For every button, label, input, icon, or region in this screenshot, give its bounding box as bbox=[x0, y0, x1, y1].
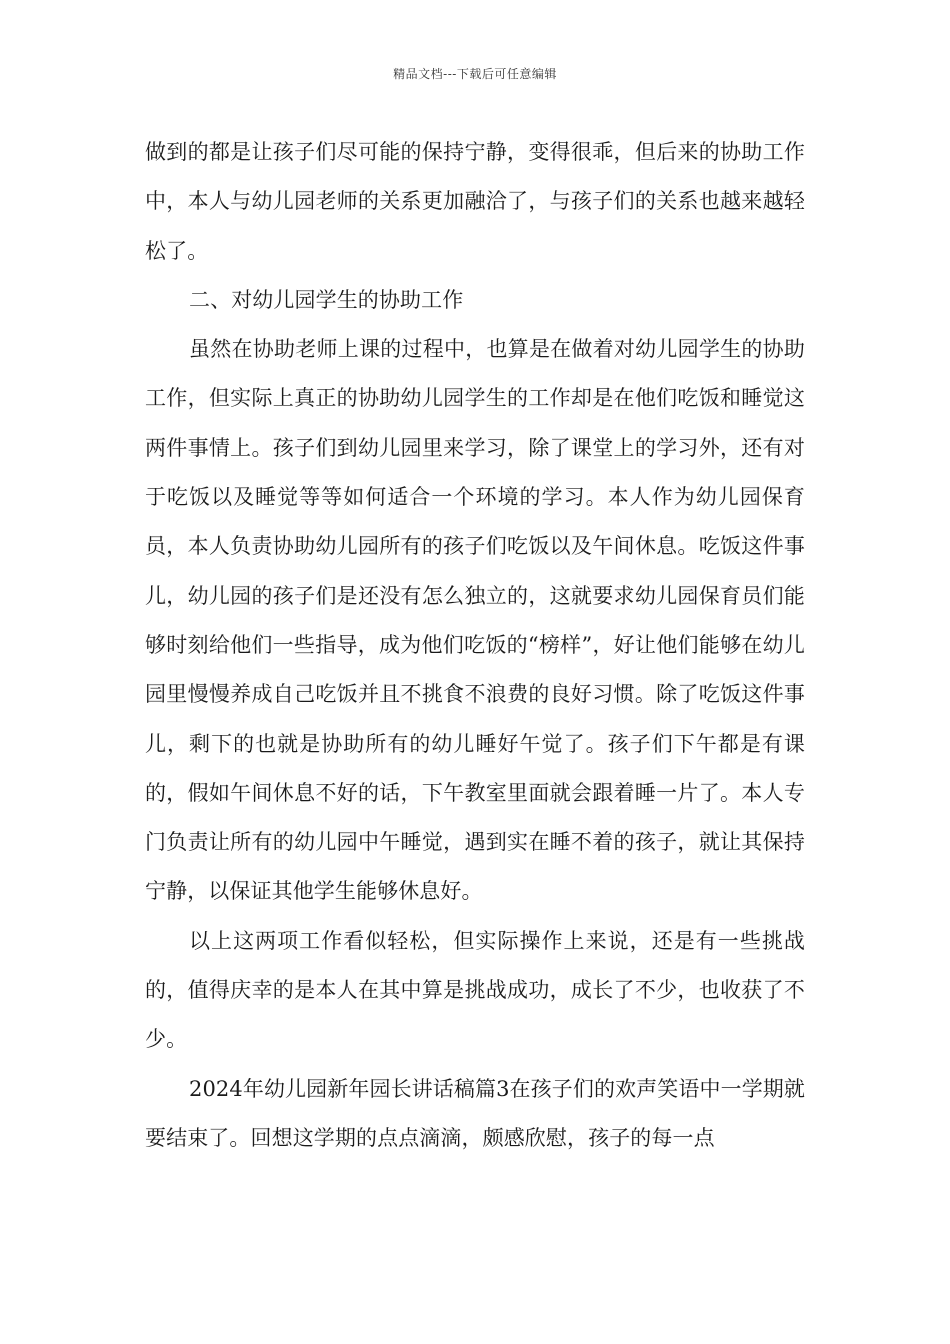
section-heading: 二、对幼儿园学生的协助工作 bbox=[189, 287, 464, 312]
paragraph: 2024年幼儿园新年园长讲话稿篇3在孩子们的欢声笑语中一学期就要结束了。回想这学期的点点滴滴，颇感欣慰，孩子的每一点 bbox=[145, 1076, 805, 1150]
paragraph: 虽然在协助老师上课的过程中，也算是在做着对幼儿园学生的协助工作，但实际上真正的协助幼儿园学生的工作却是在他们吃饭和睡觉这两件事情上。孩子们到幼儿园里来学习，除了课堂上的学习外，还有对于吃饭以及睡觉等等如何适合一个环境的学习。本人作为幼儿园保育员，本人负责协助幼儿园所有的孩子们吃饭以及午间休息。吃饭这件事儿，幼儿园的孩子们是还没有怎么独立的，这就要求幼儿园保育员们能够时刻给他们一些指导，成为他们吃饭的“榜样”，好让他们能够在幼儿园里慢慢养成自己吃饭并且不挑食不浪费的良好习惯。除了吃饭这件事儿，剩下的也就是协助所有的幼儿睡好午觉了。孩子们下午都是有课的，假如午间休息不好的话，下午教室里面就会跟着睡一片了。本人专门负责让所有的幼儿园中午睡觉，遇到实在睡不着的孩子，就让其保持宁静，以保证其他学生能够休息好。 bbox=[145, 337, 805, 904]
paragraph-continuation: 做到的都是让孩子们尽可能的保持宁静，变得很乖，但后来的协助工作中，本人与幼儿园老师的关系更加融洽了，与孩子们的关系也越来越轻松了。 bbox=[145, 140, 805, 263]
paragraph: 以上这两项工作看似轻松，但实际操作上来说，还是有一些挑战的，值得庆幸的是本人在其中算是挑战成功，成长了不少，也收获了不少。 bbox=[145, 928, 805, 1052]
page-header: 精品文档---下载后可任意编辑 bbox=[393, 67, 557, 81]
document-body bbox=[145, 128, 805, 1163]
